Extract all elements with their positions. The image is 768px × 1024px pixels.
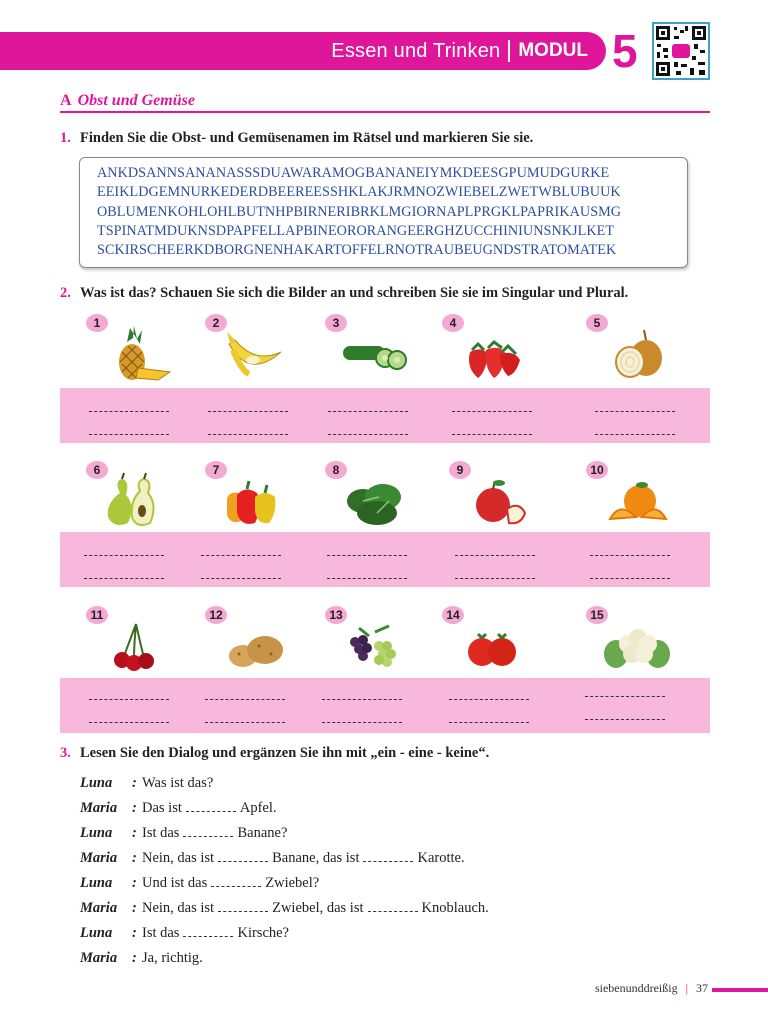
- gap-blank[interactable]: [183, 936, 233, 937]
- puzzle-row[interactable]: SCKIRSCHEERKDBORGNENHAKARTOFFELRNOTRAUBEUGNDSTRATOMATEK: [97, 242, 617, 259]
- utterance-text: Nein, das ist: [142, 850, 215, 866]
- utterance-text: Nein, das ist: [142, 900, 215, 916]
- page-footer: [595, 981, 708, 996]
- picture-item-13: [325, 606, 425, 670]
- picture-number: 10: [586, 461, 608, 479]
- utterance-text: Was ist das?: [142, 775, 214, 791]
- answer-line-plural-5[interactable]: [595, 434, 675, 435]
- cucumber-icon: [339, 324, 411, 382]
- picture-number: 15: [586, 606, 608, 624]
- task-1-text: Finden Sie die Obst- und Gemüsenamen im Rätsel und markieren Sie sie.: [80, 130, 534, 146]
- picture-number: 12: [205, 606, 227, 624]
- section-divider: [60, 111, 710, 113]
- section-title: Obst und Gemüse: [77, 92, 195, 109]
- answer-line-singular-3[interactable]: [328, 411, 408, 412]
- pineapple-icon: [100, 324, 172, 382]
- picture-number: 3: [325, 314, 347, 332]
- puzzle-row[interactable]: ANKDSANNSANANASSSDUAWARAMOGBANANEIYMKDEESGPUMUDGURKE: [97, 165, 610, 181]
- speaker-name: Maria: [80, 800, 118, 816]
- picture-item-2: [205, 314, 305, 378]
- picture-item-4: [442, 314, 542, 378]
- puzzle-row[interactable]: OBLUMENKOHLOHLBUTNHPBIRNERIBRKLMGIORNAPLPRGKLPAPRIKAUSMG: [97, 203, 622, 220]
- answer-band-3: [60, 678, 710, 733]
- utterance-text: Banane?: [237, 825, 288, 841]
- answer-line-singular-12[interactable]: [205, 699, 285, 700]
- utterance-text: Ja, richtig.: [142, 950, 203, 966]
- answer-line-plural-6[interactable]: [84, 578, 164, 579]
- dialog-line: [80, 825, 287, 845]
- gap-blank[interactable]: [211, 886, 261, 887]
- answer-line-plural-15[interactable]: [585, 719, 665, 720]
- picture-number: 2: [205, 314, 227, 332]
- speaker-name: Luna: [80, 775, 113, 791]
- apple-icon: [463, 471, 535, 529]
- utterance-text: Zwiebel?: [265, 875, 320, 891]
- speaker-name: Luna: [80, 875, 113, 891]
- picture-item-6: [86, 461, 186, 525]
- speaker-name: Maria: [80, 950, 118, 966]
- task-2-instruction: [60, 285, 628, 302]
- speaker-colon: :: [132, 800, 137, 816]
- dialog-line: [80, 875, 319, 895]
- tomato-icon: [456, 616, 528, 674]
- speaker-colon: :: [132, 875, 137, 891]
- answer-line-singular-11[interactable]: [89, 699, 169, 700]
- modul-number: 5: [612, 25, 638, 77]
- spinach-icon: [339, 471, 411, 529]
- answer-band-2: [60, 532, 710, 587]
- grapes-icon: [339, 616, 411, 674]
- task-3-text: Lesen Sie den Dialog und ergänzen Sie ihn mit „ein - eine - keine“.: [80, 745, 490, 761]
- answer-line-plural-11[interactable]: [89, 722, 169, 723]
- onion-icon: [600, 324, 672, 382]
- task-2-text: Was ist das? Schauen Sie sich die Bilder an und schreiben Sie sie im Singular und Plural.: [80, 285, 629, 301]
- picture-row-2: [60, 461, 710, 531]
- gap-blank[interactable]: [186, 811, 236, 812]
- utterance-text: Das ist: [142, 800, 182, 816]
- page-number: 37: [696, 981, 708, 995]
- task-1-instruction: [60, 130, 533, 147]
- speaker-colon: :: [132, 950, 137, 966]
- picture-row-1: [60, 314, 710, 384]
- utterance-text: Apfel.: [239, 800, 277, 816]
- utterance-text: Ist das: [142, 825, 180, 841]
- strawberry-icon: [456, 324, 528, 382]
- gap-blank[interactable]: [218, 911, 268, 912]
- picture-item-9: [449, 461, 549, 525]
- picture-item-10: [586, 461, 686, 525]
- task-3-number: 3.: [60, 745, 71, 761]
- dialog-line: [80, 925, 289, 945]
- picture-number: 8: [325, 461, 347, 479]
- picture-number: 5: [586, 314, 608, 332]
- picture-item-5: [586, 314, 686, 378]
- picture-number: 13: [325, 606, 347, 624]
- speaker-colon: :: [132, 900, 137, 916]
- picture-number: 4: [442, 314, 464, 332]
- picture-item-1: [86, 314, 186, 378]
- puzzle-row[interactable]: EEIKLDGEMNURKEDERDBEEREESSHKLAKJRMNOZWIEBELZWETWBLUBUUK: [97, 184, 621, 201]
- picture-number: 11: [86, 606, 108, 624]
- answer-line-singular-2[interactable]: [208, 411, 288, 412]
- answer-line-plural-10[interactable]: [590, 578, 670, 579]
- picture-item-11: [86, 606, 186, 670]
- answer-line-singular-14[interactable]: [449, 699, 529, 700]
- utterance-text: Und ist das: [142, 875, 208, 891]
- speaker-name: Luna: [80, 925, 113, 941]
- word-search-puzzle[interactable]: [79, 157, 688, 268]
- speaker-colon: :: [132, 825, 137, 841]
- dialog-line: [80, 950, 203, 970]
- task-2-number: 2.: [60, 285, 71, 301]
- banner-divider: [508, 40, 510, 62]
- dialog-line: [80, 800, 277, 820]
- footer-accent-bar: [712, 988, 768, 992]
- picture-item-12: [205, 606, 305, 670]
- gap-blank[interactable]: [363, 861, 413, 862]
- gap-blank[interactable]: [368, 911, 418, 912]
- speaker-colon: :: [132, 775, 137, 791]
- page-number-word: siebenunddreißig: [594, 981, 678, 995]
- cauliflower-icon: [600, 616, 672, 674]
- pepper-icon: [219, 471, 291, 529]
- answer-band-1: [60, 388, 710, 443]
- answer-line-singular-15[interactable]: [585, 696, 665, 697]
- answer-line-plural-9[interactable]: [455, 578, 535, 579]
- answer-line-plural-7[interactable]: [201, 578, 281, 579]
- utterance-text: Ist das: [142, 925, 180, 941]
- picture-item-7: [205, 461, 305, 525]
- dialog-line: [80, 775, 213, 795]
- qr-code-icon[interactable]: [652, 22, 710, 80]
- answer-line-singular-6[interactable]: [84, 555, 164, 556]
- answer-line-plural-8[interactable]: [327, 578, 407, 579]
- task-3-instruction: [60, 745, 489, 762]
- answer-line-singular-8[interactable]: [327, 555, 407, 556]
- utterance-text: Karotte.: [417, 850, 465, 866]
- section-letter: A: [60, 92, 72, 109]
- picture-item-15: [586, 606, 686, 670]
- picture-number: 1: [86, 314, 108, 332]
- answer-line-plural-14[interactable]: [449, 722, 529, 723]
- picture-number: 6: [86, 461, 108, 479]
- answer-line-singular-10[interactable]: [590, 555, 670, 556]
- section-heading: [60, 92, 195, 110]
- gap-blank[interactable]: [183, 836, 233, 837]
- modul-label: MODUL: [518, 40, 588, 61]
- banana-icon: [219, 324, 291, 382]
- answer-line-singular-1[interactable]: [89, 411, 169, 412]
- module-title: Essen und Trinken: [331, 39, 501, 62]
- cherry-icon: [100, 616, 172, 674]
- utterance-text: Kirsche?: [237, 925, 289, 941]
- answer-line-plural-12[interactable]: [205, 722, 285, 723]
- picture-item-14: [442, 606, 542, 670]
- answer-line-singular-4[interactable]: [452, 411, 532, 412]
- speaker-name: Maria: [80, 850, 118, 866]
- speaker-colon: :: [132, 850, 137, 866]
- speaker-colon: :: [132, 925, 137, 941]
- picture-number: 14: [442, 606, 464, 624]
- dialog-line: [80, 900, 489, 920]
- potato-icon: [219, 616, 291, 674]
- picture-item-3: [325, 314, 425, 378]
- task-1-number: 1.: [60, 130, 71, 146]
- answer-line-plural-13[interactable]: [322, 722, 402, 723]
- puzzle-row[interactable]: TSPINATMDUKNSDPAPFELLAPBINEORORANGEERGHZUCCHINIUNSNKJLKET: [97, 222, 615, 239]
- picture-item-8: [325, 461, 425, 525]
- pear-icon: [100, 471, 172, 529]
- picture-row-3: [60, 606, 710, 676]
- utterance-text: Banane, das ist: [272, 850, 360, 866]
- speaker-name: Luna: [80, 825, 113, 841]
- answer-line-singular-13[interactable]: [322, 699, 402, 700]
- answer-line-plural-3[interactable]: [328, 434, 408, 435]
- answer-line-plural-4[interactable]: [452, 434, 532, 435]
- picture-number: 7: [205, 461, 227, 479]
- answer-line-singular-9[interactable]: [455, 555, 535, 556]
- dialog-line: [80, 850, 465, 870]
- picture-number: 9: [449, 461, 471, 479]
- answer-line-plural-1[interactable]: [89, 434, 169, 435]
- orange-icon: [600, 471, 672, 529]
- answer-line-singular-5[interactable]: [595, 411, 675, 412]
- answer-line-singular-7[interactable]: [201, 555, 281, 556]
- speaker-name: Maria: [80, 900, 118, 916]
- answer-line-plural-2[interactable]: [208, 434, 288, 435]
- gap-blank[interactable]: [218, 861, 268, 862]
- utterance-text: Zwiebel, das ist: [272, 900, 364, 916]
- utterance-text: Knoblauch.: [421, 900, 489, 916]
- footer-separator: |: [685, 981, 688, 995]
- module-banner: [0, 32, 606, 70]
